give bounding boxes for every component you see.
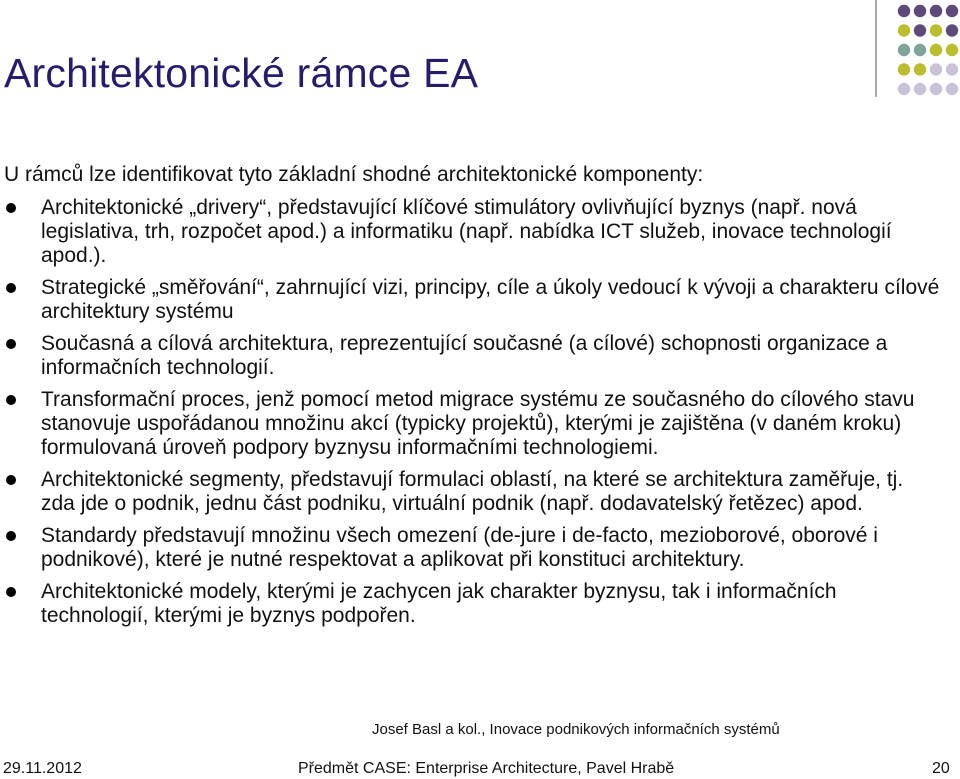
bullet-text: Architektonické „drivery“, představující klíčové stimulátory ovlivňující byznys (např. nová legislativa, trh, rozpočet apod.) a informatiku (např. nabídka ICT služeb, inovace technologií apod.). <box>41 196 892 267</box>
bullet-dot-icon <box>6 283 16 293</box>
bullet-dot-icon <box>6 395 16 405</box>
decor-dot <box>946 83 958 95</box>
bullet-dot-icon <box>6 339 16 349</box>
decor-dot <box>930 44 942 56</box>
bullet-item <box>0 524 940 572</box>
decor-dot <box>898 5 910 17</box>
bullet-dot-icon <box>6 203 16 213</box>
decor-dot <box>946 63 958 75</box>
bullet-dot-icon <box>6 587 16 597</box>
bullet-item <box>0 276 940 324</box>
decorative-dot-grid <box>896 0 960 100</box>
decor-dot <box>930 63 942 75</box>
decor-dot <box>914 63 926 75</box>
decor-dot <box>898 24 910 36</box>
footer-course-info: Předmět CASE: Enterprise Architecture, Pavel Hrabě <box>298 760 675 777</box>
decor-dot <box>898 83 910 95</box>
decor-dot <box>930 83 942 95</box>
decor-dot <box>946 44 958 56</box>
bullet-item <box>0 468 940 516</box>
decor-dot <box>914 44 926 56</box>
decor-dot <box>930 5 942 17</box>
decor-dot <box>914 5 926 17</box>
footer-date: 29.11.2012 <box>3 760 82 777</box>
decor-dot <box>946 24 958 36</box>
bullet-dot-icon <box>6 531 16 541</box>
bullet-item <box>0 196 940 268</box>
bullet-text: Standardy představují množinu všech omezení (de-jure i de-facto, mezioborové, oborové i podnikové), které je nutné respektovat a aplikovat při konstituci architektury. <box>41 524 878 571</box>
decor-dot <box>914 24 926 36</box>
bullet-item <box>0 580 940 628</box>
bullet-dot-icon <box>6 475 16 485</box>
bullet-item <box>0 332 940 380</box>
bullet-list <box>0 196 940 628</box>
bullet-text: Strategické „směřování“, zahrnující vizi, principy, cíle a úkoly vedoucí k vývoji a charakteru cílové architektury systému <box>41 276 940 323</box>
decor-dot <box>930 24 942 36</box>
decor-dot <box>946 5 958 17</box>
source-credit: Josef Basl a kol., Inovace podnikových informačních systémů <box>372 721 780 738</box>
slide-title: Architektonické rámce EA <box>4 50 479 96</box>
bullet-text: Architektonické segmenty, představují formulaci oblastí, na které se architektura zaměřuje, tj. zda jde o podnik, jednu část podniku, virtuální podnik (např. dodavatelský řetězec) apod. <box>41 468 904 515</box>
bullet-text: Architektonické modely, kterými je zachycen jak charakter byznysu, tak i informačních technologií, kterými je byznys podpořen. <box>41 580 837 627</box>
footer-page-number: 20 <box>932 760 950 777</box>
intro-text: U rámců lze identifikovat tyto základní shodné architektonické komponenty: <box>4 163 704 186</box>
bullet-text: Transformační proces, jenž pomocí metod migrace systému ze současného do cílového stavu stanovuje uspořádanou množinu akcí (typicky projektů), kterými je zajištěna (v daném kroku) formulovaná úroveň podpory byznysu informačními technologiemi. <box>41 388 915 459</box>
decor-dot <box>898 44 910 56</box>
bullet-item <box>0 388 940 460</box>
bullet-text: Současná a cílová architektura, reprezentující současné (a cílové) schopnosti organizace a informačních technologií. <box>41 332 888 379</box>
decor-dot <box>898 63 910 75</box>
decor-dot <box>914 83 926 95</box>
header-divider-line <box>875 0 877 97</box>
